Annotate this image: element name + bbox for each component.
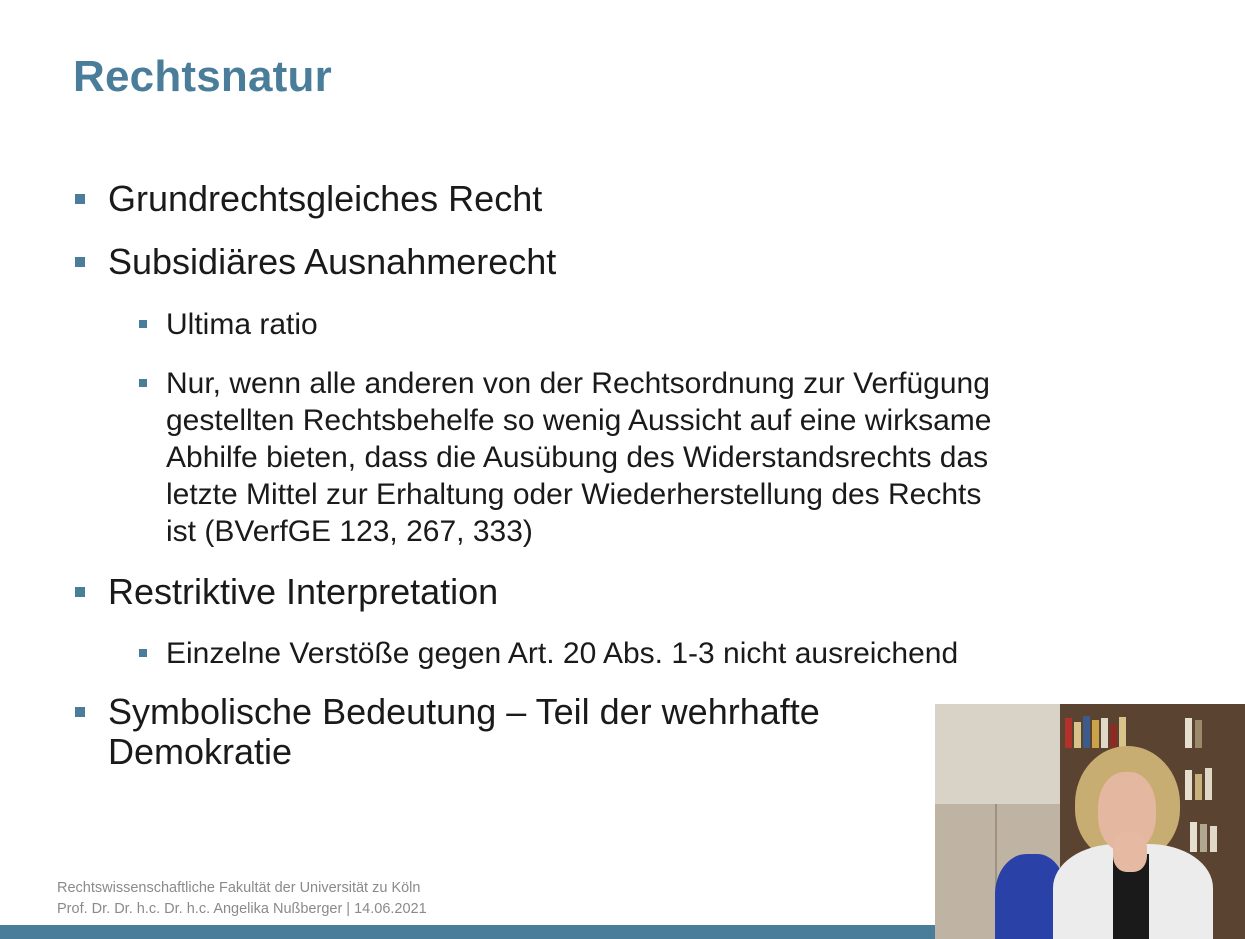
bullet-subsidiaeres-ausnahmerecht: Subsidiäres Ausnahmerecht bbox=[108, 241, 557, 282]
text-line: gestellten Rechtsbehelfe so wenig Aussicht auf eine wirksame bbox=[166, 404, 992, 437]
sub-bullet-marker bbox=[139, 320, 147, 328]
sub-bullet-ultima-ratio: Ultima ratio bbox=[166, 308, 318, 341]
sub-bullet-einzelne-verstoesse: Einzelne Verstöße gegen Art. 20 Abs. 1-3 nicht ausreichend bbox=[166, 637, 959, 670]
bullet-marker bbox=[75, 707, 85, 717]
sub-bullet-marker bbox=[139, 649, 147, 657]
slide-title: Rechtsnatur bbox=[73, 52, 332, 101]
bullet-marker bbox=[75, 194, 85, 204]
text-line: Symbolische Bedeutung – Teil der wehrhafte bbox=[108, 691, 820, 732]
slide-footer bbox=[57, 878, 427, 920]
bullet-restriktive-interpretation: Restriktive Interpretation bbox=[108, 571, 499, 612]
video-book-row bbox=[1065, 712, 1215, 748]
text-line: ist (BVerfGE 123, 267, 333) bbox=[166, 515, 533, 548]
bullet-marker bbox=[75, 257, 85, 267]
text-line: letzte Mittel zur Erhaltung oder Wiederherstellung des Rechts bbox=[166, 478, 982, 511]
sub-bullet-marker bbox=[139, 379, 147, 387]
bullet-symbolische-bedeutung bbox=[108, 692, 820, 772]
text-line: Demokratie bbox=[108, 731, 293, 772]
text-line: Nur, wenn alle anderen von der Rechtsordnung zur Verfügung bbox=[166, 367, 990, 400]
presenter-video[interactable] bbox=[935, 704, 1245, 939]
bullet-marker bbox=[75, 587, 85, 597]
footer-author-date: Prof. Dr. Dr. h.c. Dr. h.c. Angelika Nußberger | 14.06.2021 bbox=[57, 901, 427, 917]
bullet-grundrechtsgleiches-recht: Grundrechtsgleiches Recht bbox=[108, 178, 543, 219]
text-line: Abhilfe bieten, dass die Ausübung des Widerstandsrechts das bbox=[166, 441, 989, 474]
sub-bullet-bverfge-quote bbox=[166, 365, 991, 550]
video-person-hand bbox=[1113, 832, 1147, 872]
footer-faculty: Rechtswissenschaftliche Fakultät der Universität zu Köln bbox=[57, 880, 421, 896]
